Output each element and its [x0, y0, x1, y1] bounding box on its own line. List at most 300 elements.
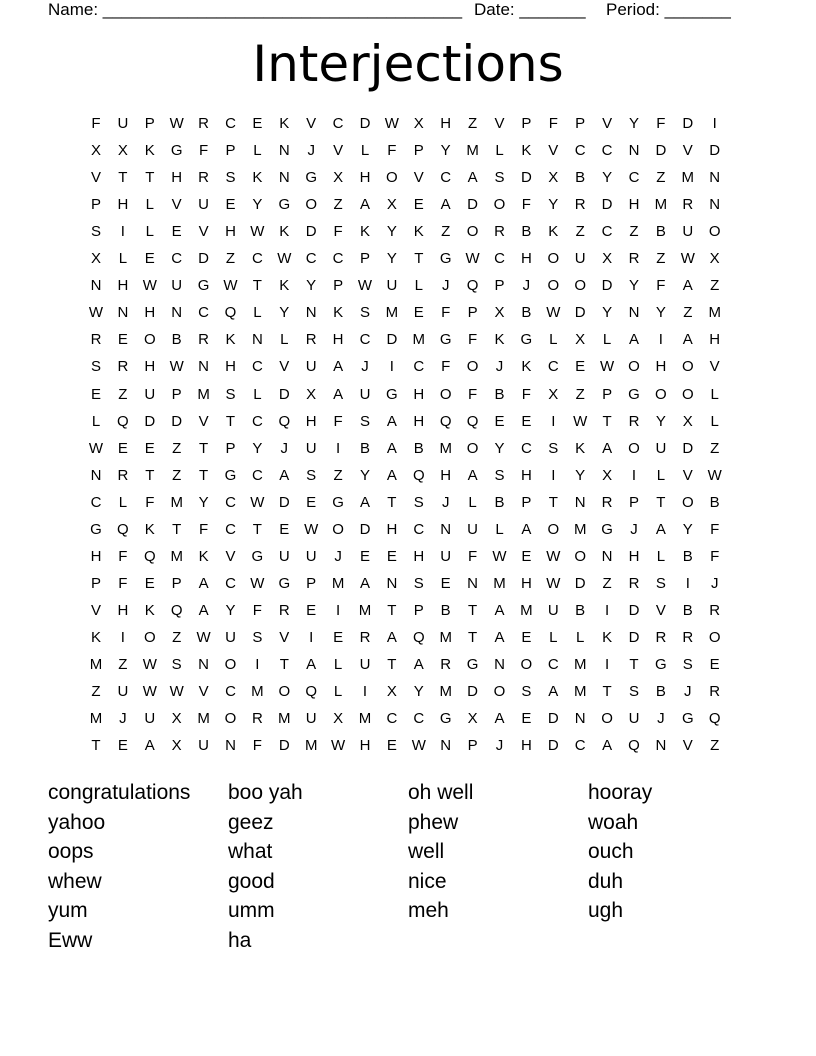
grid-letter: S	[306, 466, 317, 484]
grid-letter: F	[118, 547, 128, 565]
grid-letter: W	[169, 358, 184, 376]
grid-letter: Q	[412, 628, 425, 646]
grid-letter: R	[655, 628, 667, 646]
grid-letter: R	[117, 466, 129, 484]
grid-letter: O	[601, 710, 613, 728]
grid-letter: P	[333, 277, 344, 295]
grid-letter: A	[359, 196, 370, 214]
grid-letter: U	[144, 710, 156, 728]
grid-letter: W	[250, 574, 265, 592]
grid-letter: Q	[628, 737, 640, 755]
grid-letter: V	[198, 683, 209, 701]
grid-letter: T	[468, 628, 478, 646]
grid-letter: S	[359, 304, 370, 322]
grid-letter: L	[495, 142, 504, 160]
grid-letter: O	[466, 223, 479, 241]
grid-letter: P	[90, 196, 101, 214]
grid-letter: C	[628, 169, 640, 187]
grid-letter: N	[386, 574, 398, 592]
grid-letter: C	[413, 520, 425, 538]
grid-letter: I	[255, 656, 260, 673]
grid-letter: W	[142, 683, 157, 701]
grid-letter: L	[118, 493, 128, 511]
grid-letter: C	[251, 358, 263, 376]
grid-letter: Y	[655, 304, 666, 322]
grid-letter: Y	[602, 304, 613, 322]
grid-letter: D	[655, 142, 667, 160]
grid-letter: N	[601, 547, 613, 565]
grid-letter: V	[198, 223, 209, 241]
grid-letter: B	[521, 304, 532, 322]
grid-letter: Z	[683, 304, 693, 322]
grid-letter: N	[467, 574, 479, 592]
grid-letter: Z	[710, 737, 720, 755]
grid-letter: U	[171, 277, 183, 295]
grid-letter: M	[331, 574, 345, 592]
grid-letter: E	[252, 115, 263, 132]
grid-letter: L	[414, 277, 423, 295]
grid-letter: F	[521, 385, 531, 403]
grid-letter: U	[655, 439, 667, 457]
grid-letter: O	[493, 196, 506, 214]
grid-letter: P	[602, 385, 613, 403]
grid-letter: A	[386, 466, 397, 484]
grid-letter: C	[251, 466, 263, 484]
grid-letter: C	[90, 493, 102, 511]
grid-letter: H	[90, 547, 102, 565]
grid-letter: N	[494, 656, 505, 673]
grid-letter: N	[305, 304, 317, 322]
grid-letter: E	[117, 439, 128, 457]
grid-letter: P	[144, 115, 155, 132]
grid-letter: O	[547, 277, 560, 295]
grid-letter: V	[682, 466, 693, 484]
grid-letter: C	[547, 358, 559, 376]
grid-letter: W	[546, 574, 561, 592]
grid-letter: R	[278, 601, 290, 619]
grid-letter: D	[359, 115, 371, 132]
grid-letter: F	[118, 574, 128, 592]
grid-letter: L	[145, 223, 154, 241]
grid-letter: T	[468, 601, 478, 619]
grid-letter: Z	[118, 656, 128, 673]
grid-letter: L	[253, 142, 262, 160]
grid-letter: H	[709, 331, 721, 349]
grid-letter: F	[468, 331, 478, 349]
grid-letter: J	[684, 683, 692, 701]
grid-letter: I	[658, 331, 663, 349]
grid-letter: M	[89, 656, 103, 673]
grid-letter: P	[521, 115, 532, 132]
grid-letter: X	[90, 142, 101, 160]
grid-letter: E	[144, 250, 155, 268]
grid-letter: F	[468, 547, 478, 565]
grid-letter: U	[305, 710, 317, 728]
grid-letter: K	[144, 601, 155, 619]
grid-letter: W	[546, 547, 561, 565]
grid-letter: D	[198, 250, 210, 268]
grid-letter: U	[682, 223, 694, 241]
grid-letter: M	[170, 493, 183, 511]
grid-letter: W	[465, 250, 480, 268]
grid-letter: E	[144, 439, 155, 457]
grid-letter: R	[628, 250, 640, 268]
grid-letter: O	[386, 169, 398, 187]
grid-letter: E	[575, 358, 586, 376]
grid-letter: Z	[172, 439, 182, 457]
grid-letter: E	[117, 331, 128, 349]
grid-letter: Y	[548, 196, 559, 214]
grid-letter: T	[387, 656, 397, 673]
grid-letter: V	[90, 169, 101, 187]
grid-letter: V	[682, 142, 693, 160]
word-list-item: umm	[228, 899, 275, 923]
grid-letter: P	[225, 439, 236, 457]
grid-letter: D	[467, 683, 479, 701]
grid-letter: P	[628, 493, 639, 511]
grid-letter: O	[655, 385, 667, 403]
grid-letter: F	[441, 304, 451, 322]
grid-letter: L	[656, 547, 666, 565]
grid-letter: E	[90, 385, 101, 403]
grid-letter: V	[225, 547, 236, 565]
word-list-item: yum	[48, 899, 88, 923]
grid-letter: Y	[386, 223, 397, 241]
grid-letter: W	[277, 250, 292, 268]
grid-letter: Q	[170, 601, 183, 619]
grid-letter: N	[709, 196, 721, 214]
word-list-item: meh	[408, 899, 449, 923]
grid-letter: A	[359, 574, 370, 592]
grid-letter: D	[305, 223, 317, 241]
grid-letter: O	[305, 196, 318, 214]
grid-letter: G	[224, 466, 237, 484]
grid-letter: B	[655, 223, 666, 241]
grid-letter: F	[468, 385, 478, 403]
grid-letter: T	[172, 520, 182, 538]
grid-letter: M	[197, 385, 210, 403]
grid-letter: J	[630, 520, 638, 538]
grid-letter: G	[197, 277, 210, 295]
grid-letter: K	[144, 142, 155, 160]
grid-letter: S	[225, 169, 236, 187]
grid-letter: S	[655, 574, 666, 592]
grid-letter: X	[333, 169, 344, 187]
grid-letter: J	[441, 493, 450, 511]
word-list-item: congratulations	[48, 781, 191, 804]
grid-letter: J	[307, 142, 315, 160]
grid-letter: D	[709, 142, 721, 160]
grid-letter: F	[387, 142, 397, 160]
grid-letter: O	[681, 493, 694, 511]
grid-letter: X	[575, 331, 586, 349]
grid-letter: L	[576, 628, 585, 646]
grid-letter: U	[628, 710, 640, 728]
grid-letter: E	[225, 196, 236, 214]
grid-letter: O	[520, 656, 533, 673]
grid-letter: C	[601, 223, 613, 241]
word-list-item: oh well	[408, 781, 474, 804]
grid-letter: X	[306, 385, 317, 403]
grid-letter: P	[467, 304, 478, 322]
grid-letter: M	[439, 683, 452, 701]
grid-letter: L	[549, 331, 558, 349]
grid-letter: N	[90, 466, 102, 484]
grid-letter: Q	[278, 412, 291, 430]
grid-letter: L	[468, 493, 477, 511]
grid-letter: E	[709, 656, 720, 673]
grid-letter: A	[548, 683, 559, 701]
grid-letter: F	[656, 277, 666, 295]
grid-letter: Q	[117, 520, 129, 538]
grid-letter: A	[359, 493, 370, 511]
grid-letter: X	[494, 304, 505, 322]
grid-letter: K	[602, 628, 613, 646]
grid-letter: Z	[629, 223, 639, 241]
grid-letter: G	[681, 710, 694, 728]
grid-letter: H	[332, 331, 344, 349]
grid-letter: Z	[225, 250, 236, 268]
grid-letter: U	[359, 385, 371, 403]
grid-letter: O	[708, 223, 721, 241]
grid-letter: F	[521, 196, 531, 214]
grid-letter: O	[681, 385, 694, 403]
grid-letter: A	[333, 385, 344, 403]
grid-letter: D	[601, 196, 613, 214]
grid-letter: T	[629, 656, 639, 673]
grid-letter: E	[521, 628, 532, 646]
grid-letter: S	[90, 358, 101, 376]
grid-letter: W	[546, 304, 561, 322]
grid-letter: X	[602, 250, 613, 268]
grid-letter: U	[440, 547, 452, 565]
grid-letter: W	[250, 493, 265, 511]
grid-letter: N	[709, 169, 721, 187]
grid-letter: U	[144, 385, 156, 403]
grid-letter: N	[171, 304, 183, 322]
grid-letter: G	[170, 142, 183, 160]
grid-letter: N	[440, 737, 452, 755]
grid-letter: G	[251, 547, 264, 565]
grid-letter: X	[548, 169, 559, 187]
grid-letter: D	[278, 737, 290, 755]
grid-letter: P	[494, 277, 505, 295]
grid-letter: N	[628, 304, 640, 322]
grid-letter: W	[680, 250, 695, 268]
grid-letter: K	[575, 439, 586, 457]
grid-letter: T	[91, 737, 101, 755]
grid-letter: L	[253, 304, 262, 322]
grid-letter: I	[389, 358, 394, 376]
grid-letter: D	[547, 710, 559, 728]
grid-letter: X	[171, 737, 182, 755]
grid-letter: T	[199, 466, 209, 484]
grid-letter: Y	[306, 277, 317, 295]
grid-letter: U	[305, 439, 317, 457]
grid-letter: C	[251, 250, 263, 268]
grid-letter: T	[199, 439, 209, 457]
grid-letter: M	[573, 683, 587, 701]
grid-letter: R	[198, 115, 210, 132]
grid-letter: K	[225, 331, 236, 349]
grid-letter: N	[574, 710, 586, 728]
grid-letter: U	[305, 358, 317, 376]
grid-letter: R	[709, 601, 721, 619]
grid-letter: C	[601, 142, 613, 160]
grid-letter: N	[574, 493, 586, 511]
grid-letter: G	[278, 574, 291, 592]
grid-letter: T	[252, 520, 262, 538]
grid-letter: C	[225, 115, 236, 132]
grid-letter: E	[386, 737, 397, 755]
grid-letter: O	[466, 358, 479, 376]
grid-letter: E	[171, 223, 182, 241]
grid-letter: D	[144, 412, 156, 430]
grid-letter: M	[170, 547, 183, 565]
grid-letter: L	[656, 466, 666, 484]
grid-letter: L	[710, 385, 719, 403]
grid-letter: I	[605, 601, 610, 619]
grid-letter: J	[495, 358, 504, 376]
grid-letter: W	[169, 115, 184, 132]
grid-letter: B	[575, 169, 586, 187]
grid-letter: R	[90, 331, 102, 349]
grid-letter: P	[521, 493, 532, 511]
grid-letter: R	[198, 169, 210, 187]
grid-letter: X	[386, 196, 397, 214]
grid-letter: E	[306, 493, 317, 511]
grid-letter: D	[467, 196, 479, 214]
grid-letter: Z	[172, 466, 182, 484]
grid-letter: Y	[682, 520, 693, 538]
grid-letter: J	[522, 277, 531, 295]
grid-letter: G	[90, 520, 102, 538]
grid-letter: A	[144, 737, 155, 755]
grid-letter: Y	[359, 466, 370, 484]
grid-letter: U	[547, 601, 559, 619]
grid-letter: B	[709, 493, 720, 511]
grid-letter: R	[305, 331, 317, 349]
grid-letter: D	[359, 520, 371, 538]
grid-letter: M	[278, 710, 291, 728]
grid-letter: N	[198, 656, 210, 673]
grid-letter: F	[252, 737, 262, 755]
grid-letter: H	[117, 601, 129, 619]
grid-letter: Y	[628, 277, 639, 295]
grid-letter: W	[492, 547, 507, 565]
grid-letter: X	[548, 385, 559, 403]
grid-letter: M	[520, 601, 533, 619]
grid-letter: T	[414, 250, 424, 268]
grid-letter: P	[467, 737, 478, 755]
grid-letter: H	[440, 115, 452, 132]
grid-letter: H	[520, 250, 532, 268]
grid-letter: Y	[413, 683, 424, 701]
grid-letter: T	[252, 277, 262, 295]
grid-letter: U	[117, 115, 129, 132]
grid-letter: V	[682, 737, 693, 755]
grid-letter: W	[384, 115, 399, 132]
grid-letter: Y	[440, 142, 451, 160]
grid-letter: D	[574, 304, 586, 322]
grid-letter: U	[305, 547, 317, 565]
grid-letter: T	[548, 493, 558, 511]
grid-letter: J	[280, 439, 289, 457]
grid-letter: E	[359, 547, 370, 565]
grid-letter: P	[171, 574, 182, 592]
grid-letter: Z	[333, 196, 343, 214]
grid-letter: M	[358, 710, 372, 728]
grid-letter: V	[333, 142, 344, 160]
grid-letter: U	[278, 547, 290, 565]
grid-letter: X	[682, 412, 693, 430]
grid-letter: P	[413, 601, 424, 619]
grid-letter: C	[225, 520, 236, 538]
worksheet-header	[48, 0, 748, 20]
grid-letter: Q	[466, 412, 479, 430]
grid-letter: A	[333, 358, 344, 376]
grid-letter: E	[413, 196, 424, 214]
grid-letter: N	[225, 737, 236, 755]
grid-letter: C	[547, 656, 559, 673]
grid-letter: M	[304, 737, 318, 755]
grid-letter: S	[171, 656, 182, 673]
grid-letter: S	[225, 385, 236, 403]
grid-letter: Q	[143, 547, 156, 565]
grid-letter: V	[279, 358, 290, 376]
word-list-item: geez	[228, 810, 274, 834]
grid-letter: H	[225, 223, 236, 241]
grid-letter: C	[225, 574, 236, 592]
grid-letter: G	[332, 493, 344, 511]
grid-letter: O	[466, 439, 479, 457]
grid-letter: D	[278, 493, 290, 511]
grid-letter: O	[574, 547, 587, 565]
grid-letter: X	[467, 710, 478, 728]
grid-letter: V	[709, 358, 720, 376]
grid-letter: D	[547, 737, 559, 755]
grid-letter: A	[494, 601, 505, 619]
grid-letter: Y	[655, 412, 666, 430]
grid-letter: C	[413, 710, 425, 728]
grid-letter: M	[466, 142, 479, 160]
grid-letter: E	[306, 601, 317, 619]
grid-letter: H	[359, 169, 371, 187]
grid-letter: I	[309, 628, 314, 646]
grid-letter: Z	[441, 223, 451, 241]
grid-letter: Z	[575, 385, 585, 403]
word-list-item: yahoo	[48, 810, 106, 834]
grid-letter: W	[304, 520, 319, 538]
grid-letter: I	[685, 574, 690, 592]
grid-letter: R	[682, 196, 694, 214]
grid-letter: F	[199, 142, 209, 160]
grid-letter: H	[413, 547, 425, 565]
grid-letter: O	[547, 250, 560, 268]
grid-letter: H	[225, 358, 236, 376]
grid-letter: K	[279, 277, 290, 295]
grid-letter: F	[145, 493, 155, 511]
grid-letter: V	[494, 115, 505, 132]
grid-letter: R	[601, 493, 613, 511]
grid-letter: L	[602, 331, 612, 349]
grid-letter: L	[91, 412, 101, 430]
grid-letter: S	[494, 466, 505, 484]
grid-letter: L	[710, 412, 719, 430]
grid-letter: H	[413, 412, 425, 430]
grid-letter: G	[655, 656, 667, 673]
grid-letter: B	[440, 601, 451, 619]
